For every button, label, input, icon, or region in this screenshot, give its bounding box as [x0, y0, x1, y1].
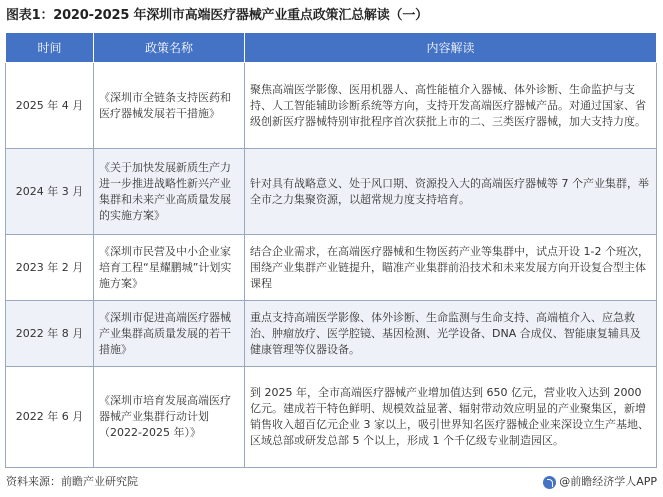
table-row — [6, 235, 657, 301]
row-content: 聚焦高端医学影像、医用机器人、高性能植介入器械、体外诊断、生命监护与支持、人工智能辅助诊断系统等方向，支持开发高端医疗器械产品。对通过国家、省级创新医疗器械特别审批程序首次获批上市的二、三类医疗器械，加大支持力度。 — [245, 63, 657, 149]
row-time: 2024 年 3 月 — [6, 149, 94, 235]
header-content: 内容解读 — [245, 33, 657, 63]
row-policy-name: 《深圳市培育发展高端医疗器械产业集群行动计划（2022-2025 年）》 — [94, 367, 245, 468]
table-row — [6, 301, 657, 367]
row-policy-name: 《深圳市促进高端医疗器械产业集群高质量发展的若干措施》 — [94, 301, 245, 367]
footer — [6, 473, 657, 491]
row-policy-name: 《深圳市全链条支持医药和医疗器械发展若干措施》 — [94, 63, 245, 149]
row-content: 结合企业需求，在高端医疗器械和生物医药产业等集群中，试点开设 1-2 个班次，围绕产业集群产业链提升，瞄准产业集群前沿技术和未来发展方向开设复合型主体课程 — [245, 235, 657, 301]
source-note: 资料来源：前瞻产业研究院 — [6, 475, 138, 488]
row-time: 2025 年 4 月 — [6, 63, 94, 149]
header-policy-name: 政策名称 — [94, 33, 245, 63]
table-row — [6, 63, 657, 149]
table-header-row — [6, 33, 657, 63]
row-policy-name: 《深圳市民营及中小企业家培育工程“星耀鹏城”计划实施方案》 — [94, 235, 245, 301]
row-policy-name: 《关于加快发展新质生产力进一步推进战略性新兴产业集群和未来产业高质量发展的实施方案》 — [94, 149, 245, 235]
brand-logo-icon — [543, 476, 556, 489]
header-time: 时间 — [6, 33, 94, 63]
policy-table — [5, 32, 657, 468]
table-row — [6, 149, 657, 235]
row-time: 2022 年 8 月 — [6, 301, 94, 367]
brand-label: @前瞻经济学人APP — [559, 475, 657, 488]
row-time: 2023 年 2 月 — [6, 235, 94, 301]
table-row — [6, 367, 657, 468]
row-content: 重点支持高端医学影像、体外诊断、生命监测与生命支持、高端植介入、应急救治、肿瘤放疗、医学腔镜、基因检测、光学设备、DNA 合成仪、智能康复辅具及健康管理等仪器设备。 — [245, 301, 657, 367]
row-content: 到 2025 年，全市高端医疗器械产业增加值达到 650 亿元，营业收入达到 2000 亿元。建成若干特色鲜明、规模效益显著、辐射带动效应明显的产业聚集区，新增销售收入超百亿元企业 3 家以上，吸引世界知名医疗器械企业来深设立生产基地、区域总部或研发总部 5 个以上，形成 1 个千亿级专业制造园区。 — [245, 367, 657, 468]
page-title: 图表1：2020-2025 年深圳市高端医疗器械产业重点政策汇总解读（一） — [6, 8, 428, 23]
row-content: 针对具有战略意义、处于风口期、资源投入大的高端医疗器械等 7 个产业集群，举全市之力集聚资源，以超常规力度支持培育。 — [245, 149, 657, 235]
brand-credit — [543, 473, 657, 491]
row-time: 2022 年 6 月 — [6, 367, 94, 468]
